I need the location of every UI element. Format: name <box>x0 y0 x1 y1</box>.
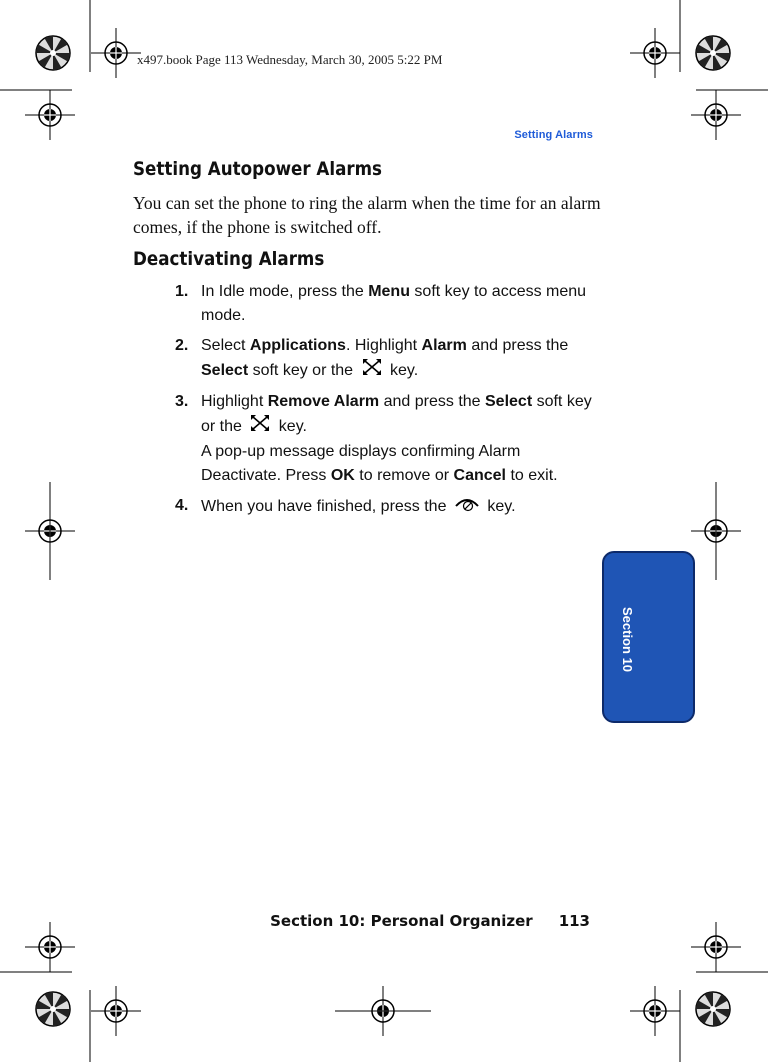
keyword-select: Select <box>201 362 249 380</box>
step-number: 1. <box>175 283 189 300</box>
registration-mark-icon <box>25 90 75 140</box>
registration-mark-icon <box>630 28 680 78</box>
keyword-cancel: Cancel <box>453 467 506 484</box>
keyword-select: Select <box>485 393 533 410</box>
section-body-autopower: You can set the phone to ring the alarm when the time for an alarm comes, if the phone is switched off. <box>133 193 601 237</box>
page-footer <box>270 912 590 930</box>
color-target-icon <box>36 36 70 70</box>
step-1: 1. In Idle mode, press the Menu soft key to access menu mode. <box>175 280 595 328</box>
section-tab <box>602 551 695 723</box>
end-key-icon <box>454 494 480 520</box>
step-3: 3. Highlight Remove Alarm and press the Select soft key or the key. A pop-up message displays confirming Alarm Deactivate. Press OK to remove or Cancel to exit. <box>175 390 595 488</box>
running-head: Setting Alarms <box>514 129 593 141</box>
page-number: 113 <box>558 912 590 930</box>
book-header: x497.book Page 113 Wednesday, March 30, 2005 5:22 PM <box>137 52 443 67</box>
step-4: 4. When you have finished, press the key. <box>175 494 595 520</box>
step-2: 2. Select Applications. Highlight Alarm and press the Select soft key or the key. <box>175 334 595 384</box>
keyword-applications: Applications <box>249 337 346 354</box>
registration-mark-icon <box>630 986 680 1036</box>
color-target-icon <box>696 36 730 70</box>
footer-title: Section 10: Personal Organizer <box>270 912 533 930</box>
keyword-ok: OK <box>330 467 355 484</box>
color-target-icon <box>36 992 70 1026</box>
step-number: 4. <box>175 497 189 514</box>
navigation-key-icon <box>249 414 271 440</box>
step-number: 2. <box>175 337 189 354</box>
navigation-key-icon <box>361 358 383 384</box>
section-tab-label: Section 10 <box>620 607 635 673</box>
registration-mark-icon <box>91 986 141 1036</box>
step-number: 3. <box>175 393 189 410</box>
keyword-menu: Menu <box>368 283 410 300</box>
color-target-icon <box>696 992 730 1026</box>
registration-mark-icon <box>25 922 75 972</box>
keyword-remove-alarm: Remove Alarm <box>267 393 380 410</box>
section-title-autopower: Setting Autopower Alarms <box>133 158 382 180</box>
steps-list <box>175 280 595 526</box>
section-title-deactivating: Deactivating Alarms <box>133 248 325 270</box>
registration-mark-icon <box>691 90 741 140</box>
registration-mark-icon <box>91 28 141 78</box>
registration-mark-icon <box>691 922 741 972</box>
keyword-alarm: Alarm <box>421 337 467 354</box>
